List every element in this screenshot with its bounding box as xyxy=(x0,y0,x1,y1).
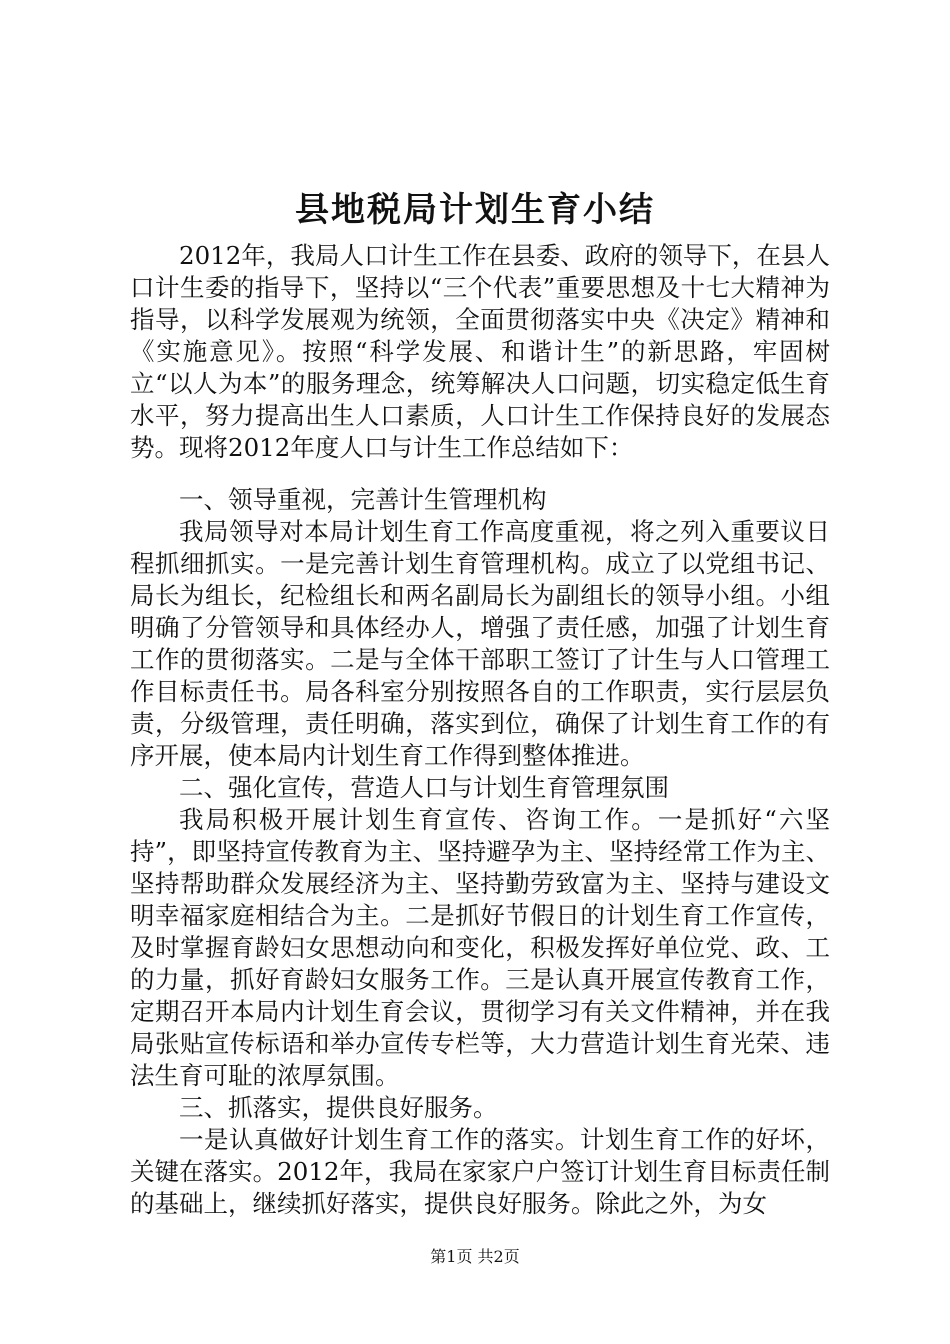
document-body xyxy=(130,240,830,1220)
intro-paragraph: 2012年，我局人口计生工作在县委、政府的领导下，在县人口计生委的指导下，坚持以“三个代表”重要思想及十七大精神为指导，以科学发展观为统领，全面贯彻落实中央《决定》精神和《实施意见》。按照“科学发展、和谐计生”的新思路，牢固树立“以人为本”的服务理念，统筹解决人口问题，切实稳定低生育水平，努力提高出生人口素质，人口计生工作保持良好的发展态势。现将2012年度人口与计生工作总结如下： xyxy=(130,241,830,462)
paragraph-gap xyxy=(130,464,830,484)
section-paragraph-3: 一是认真做好计划生育工作的落实。计划生育工作的好坏，关键在落实。2012年，我局在家家户户签订计划生育目标责任制的基础上，继续抓好落实，提供良好服务。除此之外，为女 xyxy=(130,1125,830,1218)
section-paragraph-1: 我局领导对本局计划生育工作高度重视，将之列入重要议日程抓细抓实。一是完善计划生育管理机构。成立了以党组书记、局长为组长，纪检组长和两名副局长为副组长的领导小组。小组明确了分管领导和具体经办人，增强了责任感，加强了计划生育工作的贯彻落实。二是与全体干部职工签订了计生与人口管理工作目标责任书。局各科室分别按照各自的工作职责，实行层层负责，分级管理，责任明确，落实到位，确保了计划生育工作的有序开展，使本局内计划生育工作得到整体推进。 xyxy=(130,517,830,770)
section-heading-1: 一、领导重视，完善计生管理机构 xyxy=(179,485,547,514)
section-heading-3: 三、抓落实，提供良好服务。 xyxy=(179,1093,498,1122)
section-heading-2: 二、强化宣传，营造人口与计划生育管理氛围 xyxy=(179,773,669,802)
page-footer: 第1页 共2页 xyxy=(430,1247,520,1266)
section-paragraph-2: 我局积极开展计划生育宣传、咨询工作。一是抓好“六坚持”，即坚持宣传教育为主、坚持避孕为主、坚持经常工作为主、坚持帮助群众发展经济为主、坚持勤劳致富为主、坚持与建设文明幸福家庭相结合为主。二是抓好节假日的计划生育工作宣传，及时掌握育龄妇女思想动向和变化，积极发挥好单位党、政、工的力量，抓好育龄妇女服务工作。三是认真开展宣传教育工作，定期召开本局内计划生育会议，贯彻学习有关文件精神，并在我局张贴宣传标语和举办宣传专栏等，大力营造计划生育光荣、违法生育可耻的浓厚氛围。 xyxy=(130,805,830,1090)
document-title: 县地税局计划生育小结 xyxy=(295,190,655,230)
